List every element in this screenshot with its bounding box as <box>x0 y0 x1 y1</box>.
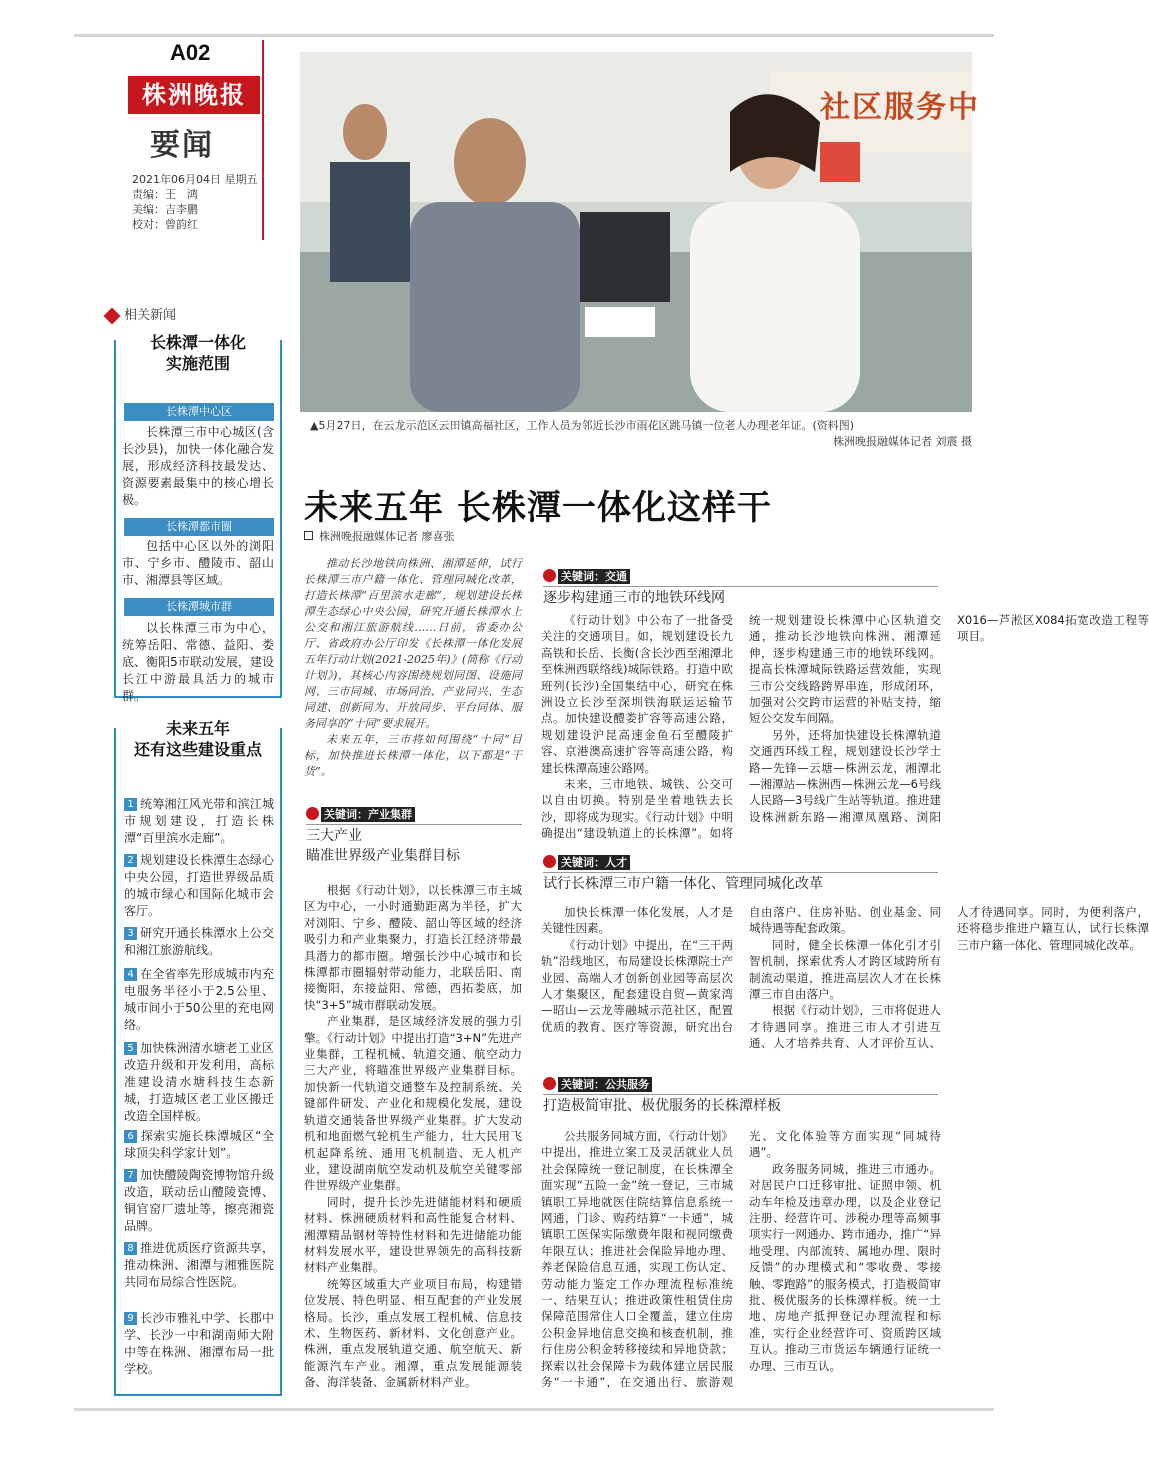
keyword-label: 关键词：公共服务 <box>558 1077 652 1092</box>
related-news-label: 相关新闻 <box>124 308 177 323</box>
paragraph: 未来，三市地铁、城铁、公交可以自由切换。特别是坐着地铁去长沙，即将成为现实。《行动计划》中明确提出“建设轨道上的长株潭”。如将统一规划建设长株潭中心区轨道交通，推动长沙地铁向株洲、湘潭延伸，逐步构建通三市的地铁环线网。提高长株潭城际铁路运营效能，实现三市公交线路跨界串连，形成闭环，加强对公交跨市运营的补贴支持，缩短公交发车间隔。 <box>541 613 941 841</box>
keyword-industry <box>306 806 415 822</box>
keyword-talent <box>543 854 630 870</box>
bottom-rule <box>74 1408 994 1411</box>
title-line: 实施范围 <box>165 354 230 373</box>
masthead-divider <box>262 40 264 240</box>
scope-label: 长株潭都市圈 <box>124 518 274 536</box>
paragraph: 《行动计划》中公布了一批备受关注的交通项目。如，规划建设长九高铁和长岳、长衡(含长沙西至湘潭北至株洲西联络线)城际铁路。打造中欧班列(长沙)全国集结中心，研究在株洲设立长沙至深圳铁海联运运输节点。加快建设醴娄扩容等高速公路，规划建设沪昆高速金鱼石至醴陵扩容、京港澳高速扩容等高速公路，构建长株潭高速公路网。 <box>541 613 733 775</box>
keyword-label: 关键词：产业集群 <box>321 807 415 822</box>
item-number: 8 <box>124 1242 137 1255</box>
paragraph: 公共服务同城方面，《行动计划》中提出，推进立案工及灵活就业人员社会保障统一登记制度，在长株潭全面实现“五险一金”统一登记，三市城镇职工异地就医住院结算信息系统一网通，门诊、购药结算“一卡通”，城镇职工医保实际缴费年限和视同缴费年限互认；推进社会保险异地办理、养老保险信息互通，实现工伤认定、劳动能力鉴定工作办理流程标准统一、结果互认；推进政策性租赁住房保障范围常住人口全覆盖，建立住房公积金异地信息交换和核查机制，推行住房公积金转移接续和异地贷款；探索以社会保障卡为载体建立居民服务“一卡通”，在交通出行、旅游观光、文化体验等方面实现“同城待遇”。 <box>541 1129 941 1390</box>
priority-item <box>124 1310 274 1378</box>
keyword-rule <box>543 586 938 587</box>
priority-item <box>124 1040 274 1125</box>
keyword-label: 关键词：人才 <box>558 855 630 870</box>
item-text: 推进优质医疗资源共享，推动株洲、湘潭与湘雅医院共同布局综合性医院。 <box>124 1241 274 1289</box>
keyword-rule <box>543 872 938 873</box>
item-text: 加快醴陵陶瓷博物馆升级改造，联动岳山醴陵瓷博、铜官窑厂遗址等，擦亮湘瓷品牌。 <box>124 1168 274 1233</box>
keyword-public-services <box>543 1076 652 1092</box>
scope-text: 以长株潭三市为中心，统筹岳阳、常德、益阳、娄底、衡阳5市联动发展，建设长江中游最具活力的城市群。 <box>122 621 274 703</box>
keyword-icon <box>543 855 556 868</box>
section-subhead: 打造极简审批、极优服务的长株潭样板 <box>543 1098 781 1114</box>
paragraph: 加快长株潭一体化发展，人才是关键性因素。 <box>541 905 733 936</box>
title-line: 长株潭一体化 <box>149 333 246 352</box>
item-number: 5 <box>124 1042 137 1055</box>
masthead-meta <box>132 172 258 232</box>
page-number: A02 <box>170 40 211 65</box>
square-icon <box>304 531 313 540</box>
item-text: 规划建设长株潭生态绿心中央公园，打造世界级品质的城市绿心和国际化城市会客厅。 <box>124 853 274 918</box>
pencil-icon <box>104 307 121 324</box>
talent-text <box>541 904 1149 1066</box>
item-text: 在全省率先形成城市内充电服务半径小于2.5公里、城市间小于50公里的充电网络。 <box>124 967 274 1032</box>
item-number: 2 <box>124 854 137 867</box>
section-subhead: 三大产业 <box>306 828 362 844</box>
article-headline: 未来五年 长株潭一体化这样干 <box>304 488 772 528</box>
item-text: 统筹湘江风光带和滨江城市规划建设，打造长株潭“百里滨水走廊”。 <box>124 797 274 845</box>
article-byline <box>304 528 455 544</box>
section-subhead: 瞄准世界级产业集群目标 <box>306 848 460 864</box>
photo-sign-text: 社区服务中 <box>820 90 980 125</box>
paragraph: 根据《行动计划》，三市将促进人才待遇同享。推进三市人才引进互通、人才培养共育、人才评价互认、人才待遇同享。同时，为便利落户，还将稳步推进户籍互认，试行长株潭三市户籍一体化、管理同城化改革。 <box>749 905 1149 1051</box>
item-text: 长沙市雅礼中学、长郡中学、长沙一中和湖南师大附中等在株洲、湘潭布局一批学校。 <box>124 1311 274 1376</box>
paragraph: 产业集群，是区域经济发展的强力引擎。《行动计划》中提出打造“3+N”先进产业集群，工程机械、轨道交通、航空动力三大产业，将瞄准世界级产业集群目标。加快新一代轨道交通整车及控制系统、关键部件研发、产业化和规模化发展，建设轨道交通装备世界级产业集群。扩大发动机和地面燃气轮机生产能力，壮大民用飞机起降系统、通用飞机制造、无人机产业，建设湖南航空发动机及航空关键零部件世界级产业集群。 <box>304 1014 522 1193</box>
item-number: 4 <box>124 968 137 981</box>
item-text: 加快株洲清水塘老工业区改造升级和开发利用，高标准建设清水塘科技生态新城，打造城区老工业区搬迁改造全国样板。 <box>124 1041 274 1123</box>
title-line: 还有这些建设重点 <box>133 740 262 759</box>
priority-item <box>124 1240 274 1291</box>
item-number: 6 <box>124 1130 137 1143</box>
proofreader: 校对：曾韵红 <box>132 218 198 231</box>
industry-text <box>304 882 522 1391</box>
item-number: 1 <box>124 798 137 811</box>
paragraph: 根据《行动计划》，以长株潭三市主城区为中心，一小时通勤距离为半径，扩大对浏阳、宁乡、醴陵、韶山等区域的经济吸引力和产业集聚力，打造长江经济带最具潜力的都市圈。增强长沙中心城市和长株潭都市圈辐射带动能力，北联岳阳、南接衡阳，东接益阳、常德，西拓娄底，加快“3+5”城市群联动发展。 <box>304 883 522 1012</box>
transport-text <box>541 612 1149 844</box>
paragraph: 统筹区域重大产业项目布局，构建错位发展、特色明显、相互配套的产业发展格局。长沙，重点发展工程机械、信息技术、生物医药、新材料、文化创意产业。株洲，重点发展轨道交通、航空航天、新能源汽车产业。湘潭，重点发展能源装备、海洋装备、金属新材料产业。 <box>304 1276 522 1390</box>
byline-text: 株洲晚报融媒体记者 廖喜张 <box>319 530 455 543</box>
priority-item <box>124 966 274 1034</box>
priority-item <box>124 1167 274 1235</box>
newspaper-logo: 株洲晚报 <box>128 76 260 114</box>
section-title: 要闻 <box>150 128 214 163</box>
priority-item <box>124 925 274 959</box>
section-subhead: 试行长株潭三市户籍一体化、管理同城化改革 <box>543 876 823 892</box>
keyword-icon <box>543 1077 556 1090</box>
photo-caption: ▲5月27日，在云龙示范区云田镇高福社区，工作人员为邻近长沙市雨花区跳马镇一位老人办理老年证。(资料图) <box>310 419 855 432</box>
priority-item <box>124 1128 274 1162</box>
item-number: 3 <box>124 927 137 940</box>
keyword-rule <box>543 1094 938 1095</box>
priority-item <box>124 796 274 847</box>
title-line: 未来五年 <box>165 719 230 738</box>
item-number: 7 <box>124 1169 137 1182</box>
photo-credit: 株洲晚报融媒体记者 刘震 摄 <box>833 435 972 448</box>
issue-date: 2021年06月04日 星期五 <box>132 173 258 186</box>
related-news-tag <box>106 304 176 323</box>
paragraph: 同时，提升长沙先进储能材料和硬质材料、株洲硬质材料和高性能复合材料、湘潭精品钢材等特性材料和先进储能功能材料发展水平，建设世界领先的高科技新材料产业集群。 <box>304 1194 522 1275</box>
editor: 责编：王 鸿 <box>132 188 198 201</box>
scope-label: 长株潭城市群 <box>124 598 274 616</box>
keyword-transport <box>543 568 630 584</box>
priority-item <box>124 852 274 920</box>
lead-paragraph: 推动长沙地铁向株洲、湘潭延伸，试行长株潭三市户籍一体化、管理同城化改革，打造长株潭“百里滨水走廊”，规划建设长株潭生态绿心中央公园，研究开通长株潭水上公交和湘江旅游航线……日前，省委办公厅、省政府办公厅印发《长株潭一体化发展五年行动计划(2021-2025年)》(简称《行动计划》)，其核心内容围绕规划同图、设施同网、三市同城、市场同治、产业同兴、生态同建、创新同为、开放同步、平台同体、服务同享的“十同”要求展开。 <box>304 557 522 730</box>
article-lead <box>304 556 522 780</box>
paragraph: 同时，健全长株潭一体化引才引智机制，探索优秀人才跨区域跨所有制流动渠道，推进高层次人才在长株潭三市自由落户。 <box>749 937 941 1002</box>
section-subhead: 逐步构建通三市的地铁环线网 <box>543 590 725 606</box>
paragraph: 另外，还将加快建设长株潭轨道交通西环线工程，规划建设长沙学士路—先锋—云塘—株洲云龙，湘潭北—湘潭站—株洲西—株洲云龙—6号线人民路—3号线广生站等轨道。推进建设株洲新东路—湘潭凤凰路、浏阳X016—芦淞区X084拓宽改造工程等项目。 <box>749 613 1149 824</box>
item-text: 研究开通长株潭水上公交和湘江旅游航线。 <box>124 926 274 957</box>
keyword-icon <box>543 569 556 582</box>
public-services-text <box>541 1128 941 1398</box>
keyword-icon <box>306 807 319 820</box>
scope-box-title <box>116 332 280 374</box>
item-text: 探索实施长株潭城区“全球顶尖科学家计划”。 <box>124 1129 274 1160</box>
paragraph: 政务服务同城，推进三市通办。对居民户口迁移审批、证照申领、机动车年检及违章办理，以及企业登记注册、经营许可、涉税办理等高频事项实行一网通办、跨市通办，推广“异地受理、内部流转、属地办理、限时反馈”的办理模式和“零收费、零接触、零跑路”的服务模式，打造极简审批、极优服务的长株潭样板。统一土地、房地产抵押登记办理流程和标准，实行企业经营许可、资质跨区域互认。推动三市货运车辆通行证统一办理、三市互认。 <box>749 1161 941 1373</box>
lead-paragraph: 未来五年，三市将如何围绕“十同”目标，加快推进长株潭一体化，以下都是“干货”。 <box>304 733 522 778</box>
scope-text: 包括中心区以外的浏阳市、宁乡市、醴陵市、韶山市、湘潭县等区域。 <box>122 539 274 587</box>
news-photo <box>300 52 980 412</box>
scope-text: 长株潭三市中心城区(含长沙县)，加快一体化融合发展，形成经济科技最发达、资源要素最集中的核心增长极。 <box>122 425 274 507</box>
art-editor: 美编：吉李鹏 <box>132 203 198 216</box>
keyword-rule <box>306 824 522 825</box>
top-rule <box>74 34 994 37</box>
priorities-box-title <box>116 718 280 760</box>
keyword-label: 关键词：交通 <box>558 569 630 584</box>
paragraph: 《行动计划》中提出，在“三干两轨”沿线地区，布局建设长株潭院士产业园、高端人才创新创业园等高层次人才集聚区，配套建设自贸—黄家湾—昭山—云龙等融城示范社区，配置优质的教育、医疗等资源，研究出台自由落户、住房补贴、创业基金、同城待遇等配套政策。 <box>541 905 941 1034</box>
scope-label: 长株潭中心区 <box>124 403 274 421</box>
item-number: 9 <box>124 1312 137 1325</box>
